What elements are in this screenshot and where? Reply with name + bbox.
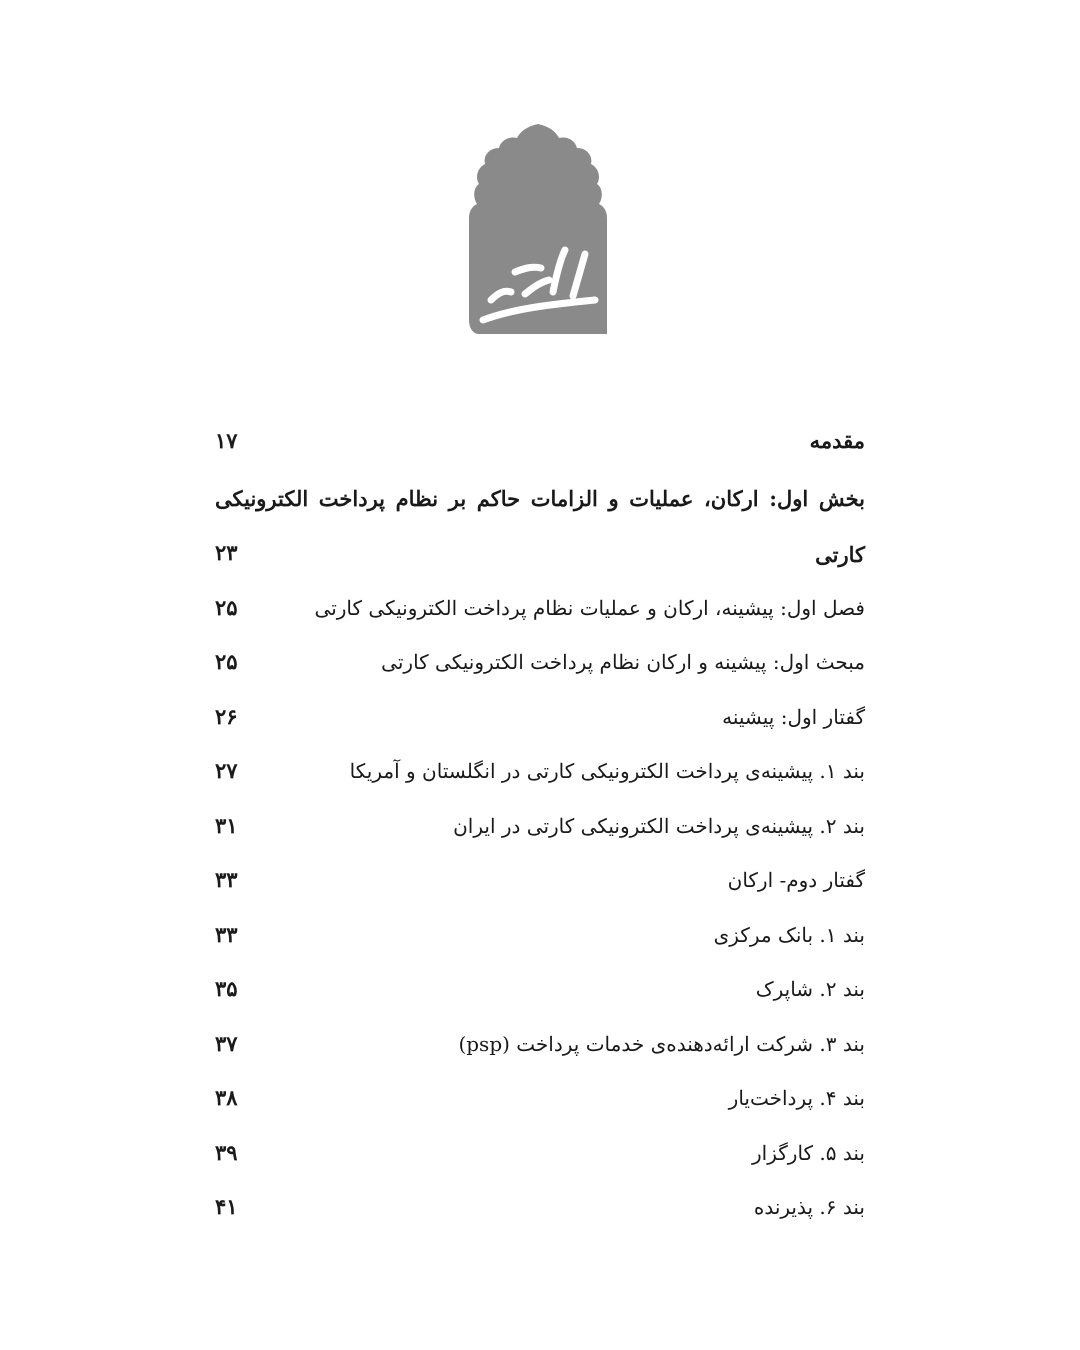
toc-title: بند ۱. پیشینه‌ی پرداخت الکترونیکی کارتی در انگلستان و آمریکا	[349, 759, 865, 783]
toc-page-number: ۳۳	[215, 867, 238, 892]
toc-row[interactable]	[215, 795, 865, 850]
toc-page-number: ۲۳	[215, 540, 238, 565]
toc-row[interactable]	[215, 1013, 865, 1068]
toc-row[interactable]	[215, 904, 865, 959]
toc-row[interactable]	[215, 686, 865, 741]
toc-row[interactable]	[215, 465, 865, 577]
toc-title: بند ۴. پرداخت‌یار	[728, 1086, 865, 1110]
toc-page-number: ۲۵	[215, 649, 238, 674]
toc-title: مقدمه	[809, 428, 865, 453]
toc-page-number: ۳۷	[215, 1030, 238, 1056]
toc-page-number: ۲۷	[215, 758, 238, 783]
mosque-arch-emblem-icon	[465, 122, 611, 336]
toc-page-number: ۱۷	[215, 428, 238, 453]
toc-row[interactable]	[215, 577, 865, 632]
toc-page-number: ۳۳	[215, 921, 238, 947]
toc-title: بخش اول: ارکان، عملیات و الزامات حاکم بر نظام پرداخت الکترونیکی کارتی	[215, 486, 865, 567]
toc-page-number: ۲۶	[215, 703, 238, 729]
toc-title: بند ۵. کارگزار	[752, 1140, 865, 1165]
toc-row[interactable]	[215, 1177, 865, 1232]
toc-title: گفتار دوم- ارکان	[727, 868, 865, 892]
table-of-contents	[215, 410, 865, 1231]
toc-title: بند ۱. بانک مرکزی	[713, 922, 865, 947]
toc-page-number: ۳۸	[215, 1085, 238, 1110]
toc-title: فصل اول: پیشینه، ارکان و عملیات نظام پرداخت الکترونیکی کارتی	[314, 595, 865, 620]
toc-row[interactable]	[215, 850, 865, 905]
toc-row[interactable]	[215, 632, 865, 687]
toc-row[interactable]	[215, 1068, 865, 1123]
toc-row[interactable]	[215, 410, 865, 465]
toc-page-number: ۲۵	[215, 594, 238, 620]
toc-page-number: ۳۱	[215, 812, 238, 838]
toc-page-number: ۴۱	[215, 1194, 238, 1219]
toc-title: گفتار اول: پیشینه	[722, 704, 865, 729]
toc-row[interactable]	[215, 1122, 865, 1177]
toc-title: بند ۲. شاپرک	[755, 977, 865, 1001]
toc-title: بند ۳. شرکت ارائه‌دهنده‌ی خدمات پرداخت (psp)	[458, 1031, 865, 1056]
toc-row[interactable]	[215, 741, 865, 796]
toc-row[interactable]	[215, 959, 865, 1014]
toc-page-number: ۳۹	[215, 1139, 238, 1165]
toc-title: بند ۶. پذیرنده	[753, 1195, 865, 1219]
toc-title: مبحث اول: پیشینه و ارکان نظام پرداخت الکترونیکی کارتی	[381, 650, 865, 674]
toc-title: بند ۲. پیشینه‌ی پرداخت الکترونیکی کارتی در ایران	[453, 813, 865, 838]
toc-page-number: ۳۵	[215, 976, 238, 1001]
